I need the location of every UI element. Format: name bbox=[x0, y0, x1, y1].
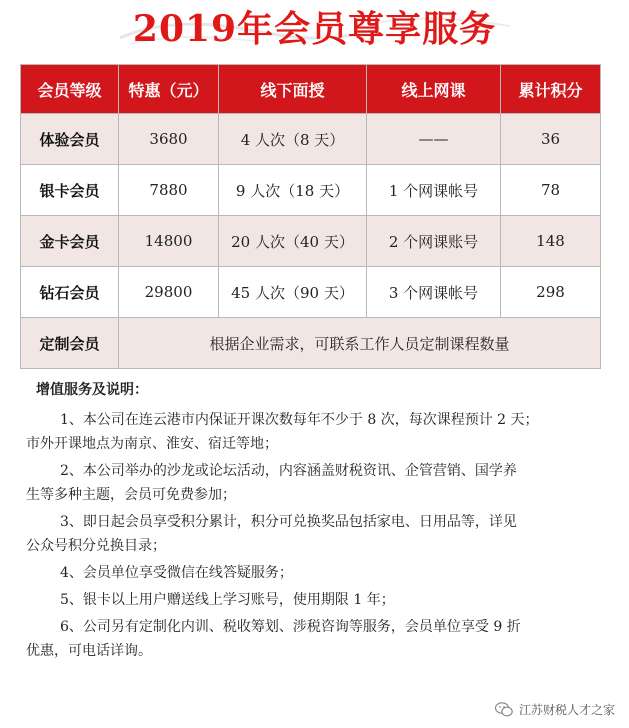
points-cell: 36 bbox=[501, 114, 601, 165]
page-title: 2019年会员尊享服务 bbox=[132, 8, 497, 50]
watermark-text: 江苏财税人才之家 bbox=[518, 703, 615, 717]
note-item bbox=[26, 615, 608, 663]
watermark bbox=[495, 701, 615, 718]
custom-description: 根据企业需求，可联系工作人员定制课程数量 bbox=[119, 318, 601, 369]
table-row bbox=[21, 267, 601, 318]
header bbox=[0, 0, 629, 62]
note-line: 2、本公司举办的沙龙或论坛活动，内容涵盖财税资讯、企管营销、国学养 bbox=[60, 463, 517, 479]
level-cell: 体验会员 bbox=[21, 114, 119, 165]
table-row bbox=[21, 165, 601, 216]
header-price: 特惠（元） bbox=[119, 65, 219, 114]
online-cell: —— bbox=[367, 114, 501, 165]
header-online: 线上网课 bbox=[367, 65, 501, 114]
note-line: 4、会员单位享受微信在线答疑服务； bbox=[60, 565, 293, 581]
level-cell: 定制会员 bbox=[21, 318, 119, 369]
header-offline: 线下面授 bbox=[219, 65, 367, 114]
note-line: 3、即日起会员享受积分累计，积分可兑换奖品包括家电、日用品等，详见 bbox=[60, 514, 517, 530]
note-line: 6、公司另有定制化内训、税收筹划、涉税咨询等服务，会员单位享受 9 折 bbox=[60, 619, 521, 635]
note-item bbox=[26, 510, 608, 558]
price-cell: 7880 bbox=[119, 165, 219, 216]
table-row bbox=[21, 114, 601, 165]
level-cell: 金卡会员 bbox=[21, 216, 119, 267]
online-cell: 2 个网课账号 bbox=[367, 216, 501, 267]
note-line: 优惠，可电话详询。 bbox=[26, 643, 152, 659]
offline-cell: 4 人次（8 天） bbox=[219, 114, 367, 165]
points-cell: 78 bbox=[501, 165, 601, 216]
online-cell: 3 个网课帐号 bbox=[367, 267, 501, 318]
wechat-icon bbox=[495, 702, 513, 717]
note-line: 生等多种主题，会员可免费参加； bbox=[26, 487, 236, 503]
header-points: 累计积分 bbox=[501, 65, 601, 114]
note-item bbox=[36, 561, 608, 585]
note-line: 5、银卡以上用户赠送线上学习账号，使用期限 1 年； bbox=[60, 592, 395, 608]
price-cell: 3680 bbox=[119, 114, 219, 165]
membership-table bbox=[20, 64, 601, 369]
note-line: 1、本公司在连云港市内保证开课次数每年不少于 8 次，每次课程预计 2 天； bbox=[60, 412, 539, 428]
note-item bbox=[26, 408, 608, 456]
offline-cell: 45 人次（90 天） bbox=[219, 267, 367, 318]
note-line: 市外开课地点为南京、淮安、宿迁等地； bbox=[26, 436, 278, 452]
offline-cell: 9 人次（18 天） bbox=[219, 165, 367, 216]
notes-section bbox=[26, 378, 608, 666]
table-row-custom bbox=[21, 318, 601, 369]
offline-cell: 20 人次（40 天） bbox=[219, 216, 367, 267]
note-line: 公众号积分兑换目录； bbox=[26, 538, 166, 554]
points-cell: 148 bbox=[501, 216, 601, 267]
table-row bbox=[21, 216, 601, 267]
price-cell: 14800 bbox=[119, 216, 219, 267]
price-cell: 29800 bbox=[119, 267, 219, 318]
note-item bbox=[26, 459, 608, 507]
note-item bbox=[36, 588, 608, 612]
points-cell: 298 bbox=[501, 267, 601, 318]
level-cell: 钻石会员 bbox=[21, 267, 119, 318]
header-level: 会员等级 bbox=[21, 65, 119, 114]
online-cell: 1 个网课帐号 bbox=[367, 165, 501, 216]
notes-title: 增值服务及说明： bbox=[36, 382, 148, 398]
level-cell: 银卡会员 bbox=[21, 165, 119, 216]
table-header-row bbox=[21, 65, 601, 114]
